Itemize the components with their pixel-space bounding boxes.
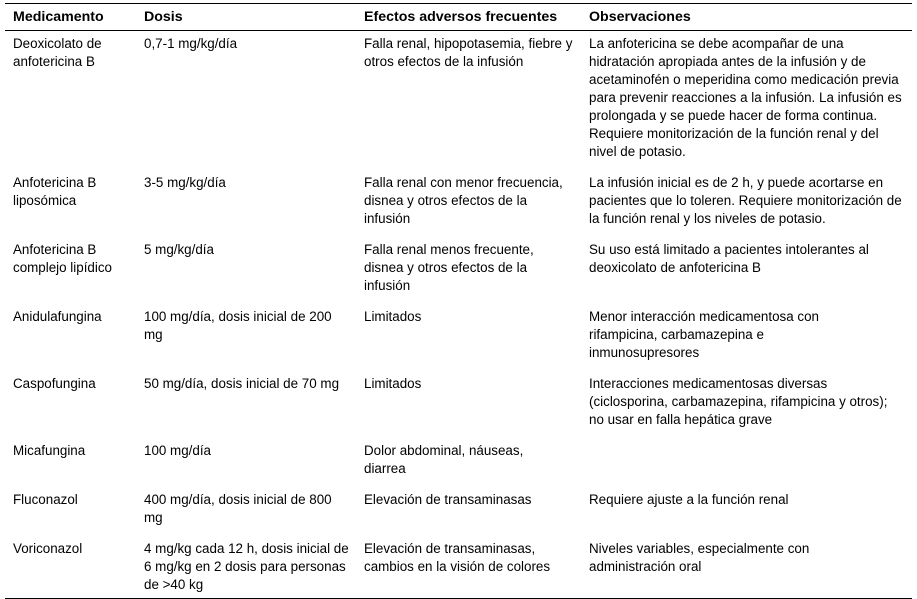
cell-efectos: Falla renal menos frecuente, disnea y otros efectos de la infusión [364, 242, 534, 293]
cell-efectos: Falla renal, hipopotasemia, fiebre y otros efectos de la infusión [364, 36, 573, 69]
antifungal-drug-table [5, 3, 912, 599]
table-row [5, 305, 912, 372]
cell-observaciones: Niveles variables, especialmente con administración oral [581, 537, 912, 599]
cell-dosis: 100 mg/día, dosis inicial de 200 mg [144, 309, 332, 342]
cell-dosis: 400 mg/día, dosis inicial de 800 mg [144, 492, 332, 525]
cell-dosis: 0,7-1 mg/kg/día [144, 36, 238, 51]
cell-observaciones: Interacciones medicamentosas diversas (ciclosporina, carbamazepina, rifampicina y otros); no usar en falla hepática grave [589, 376, 888, 427]
table-row [5, 31, 912, 172]
cell-efectos: Elevación de transaminasas [364, 492, 532, 507]
table-row [5, 488, 912, 537]
cell-medicamento: Micafungina [13, 443, 86, 458]
table-row [5, 171, 912, 238]
cell-observaciones: Menor interacción medicamentosa con rifampicina, carbamazepina e inmunosupresores [589, 309, 819, 360]
cell-dosis: 3-5 mg/kg/día [144, 175, 226, 190]
table-row [5, 439, 912, 488]
table-header-row [5, 4, 912, 31]
drug-table-container [5, 3, 912, 599]
header-dosis: Dosis [136, 4, 356, 31]
table-row [5, 238, 912, 305]
cell-efectos: Dolor abdominal, náuseas, diarrea [364, 443, 524, 476]
cell-observaciones: La anfotericina se debe acompañar de una hidratación apropiada antes de la infusión y de acetaminofén o meperidina como medicación previa para prevenir reacciones a la infusión. La infusión es prolongada y se puede hacer de forma continua. Requiere monitorización de la función renal y del nivel de potasio. [589, 36, 902, 159]
cell-medicamento: Caspofungina [13, 376, 96, 391]
header-medicamento: Medicamento [5, 4, 136, 31]
header-efectos: Efectos adversos frecuentes [356, 4, 581, 31]
cell-efectos: Falla renal con menor frecuencia, disnea y otros efectos de la infusión [364, 175, 563, 226]
cell-efectos: Limitados [364, 376, 422, 391]
cell-observaciones [581, 439, 912, 488]
cell-observaciones: Requiere ajuste a la función renal [589, 492, 789, 507]
cell-medicamento: Anfotericina B liposómica [13, 175, 97, 208]
cell-dosis: 4 mg/kg cada 12 h, dosis inicial de 6 mg/kg en 2 dosis para personas de >40 kg [136, 537, 356, 599]
cell-efectos: Limitados [364, 309, 422, 324]
header-observaciones: Observaciones [581, 4, 912, 31]
cell-observaciones: Su uso está limitado a pacientes intolerantes al deoxicolato de anfotericina B [589, 242, 869, 275]
cell-observaciones: La infusión inicial es de 2 h, y puede acortarse en pacientes que lo toleren. Requiere monitorización de la función renal y los niveles de potasio. [589, 175, 902, 226]
table-row [5, 537, 912, 599]
cell-dosis: 50 mg/día, dosis inicial de 70 mg [144, 376, 340, 391]
cell-medicamento: Anfotericina B complejo lipídico [13, 242, 112, 275]
cell-medicamento: Voriconazol [5, 537, 136, 599]
table-row [5, 372, 912, 439]
cell-medicamento: Anidulafungina [13, 309, 102, 324]
cell-efectos: Elevación de transaminasas, cambios en la visión de colores [356, 537, 581, 599]
cell-medicamento: Deoxicolato de anfotericina B [13, 36, 102, 69]
cell-medicamento: Fluconazol [13, 492, 78, 507]
cell-dosis: 100 mg/día [144, 443, 211, 458]
cell-dosis: 5 mg/kg/día [144, 242, 214, 257]
